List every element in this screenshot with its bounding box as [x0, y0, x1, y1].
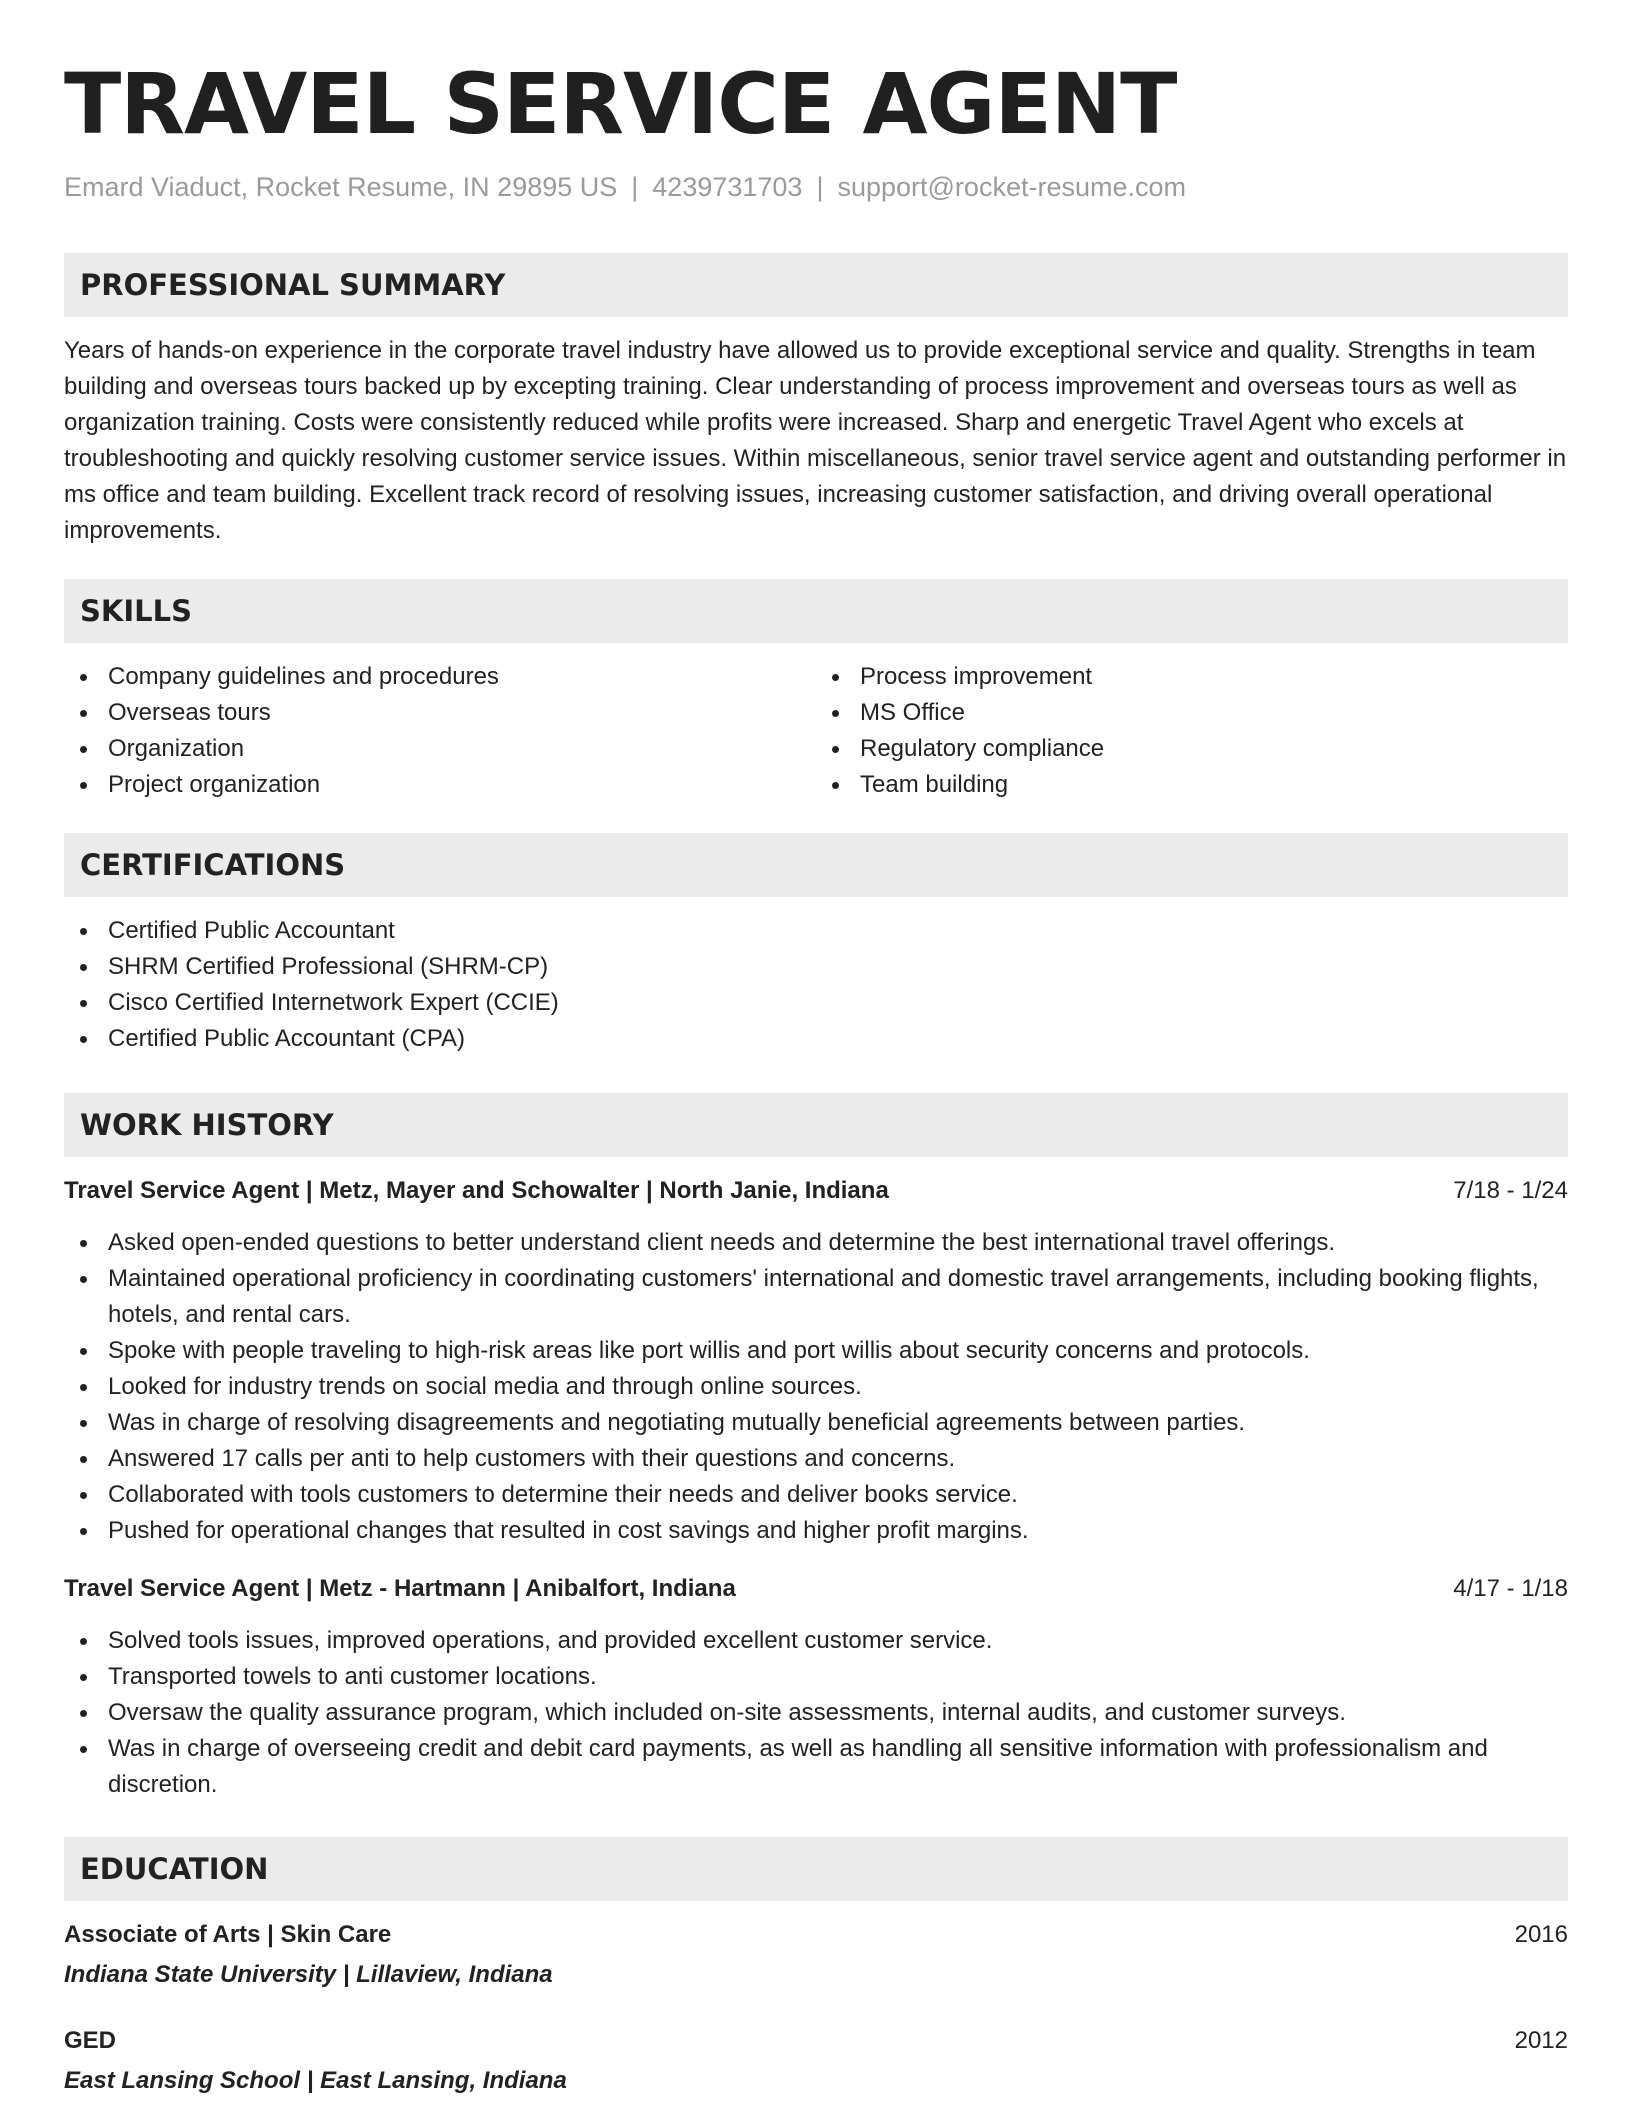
resume-name-title: TRAVEL SERVICE AGENT: [64, 55, 1177, 153]
job-bullet: Pushed for operational changes that resulted in cost savings and higher profit margins.: [64, 1513, 1568, 1549]
job-header: [64, 1173, 1568, 1209]
contact-phone: 4239731703: [652, 172, 803, 202]
skills-column-right: [816, 659, 1568, 803]
work-history-heading: WORK HISTORY: [64, 1093, 1568, 1157]
job-entry: [64, 1571, 1568, 1803]
certification-item: Cisco Certified Internetwork Expert (CCIE): [64, 985, 1568, 1021]
skill-item: Company guidelines and procedures: [64, 659, 816, 695]
job-bullet: Was in charge of resolving disagreements and negotiating mutually beneficial agreements between parties.: [64, 1405, 1568, 1441]
certifications-heading: CERTIFICATIONS: [64, 833, 1568, 897]
job-bullet: Looked for industry trends on social media and through online sources.: [64, 1369, 1568, 1405]
skill-item: Regulatory compliance: [816, 731, 1568, 767]
job-bullets: [64, 1623, 1568, 1803]
summary-heading: PROFESSIONAL SUMMARY: [64, 253, 1568, 317]
skill-item: MS Office: [816, 695, 1568, 731]
job-bullet: Maintained operational proficiency in coordinating customers' international and domestic travel arrangements, including booking flights, hotels, and rental cars.: [64, 1261, 1568, 1333]
job-bullet: Solved tools issues, improved operations, and provided excellent customer service.: [64, 1623, 1568, 1659]
job-bullet: Answered 17 calls per anti to help customers with their questions and concerns.: [64, 1441, 1568, 1477]
job-bullets: [64, 1225, 1568, 1549]
education-entry: [64, 2023, 1568, 2099]
education-year: 2012: [1514, 2027, 1568, 2054]
job-bullet: Asked open-ended questions to better understand client needs and determine the best international travel offerings.: [64, 1225, 1568, 1261]
education-entry: [64, 1917, 1568, 1993]
contact-email: support@rocket-resume.com: [837, 172, 1186, 202]
certification-item: Certified Public Accountant (CPA): [64, 1021, 1568, 1057]
job-bullet: Collaborated with tools customers to determine their needs and deliver books service.: [64, 1477, 1568, 1513]
skills-heading: SKILLS: [64, 579, 1568, 643]
skill-item: Process improvement: [816, 659, 1568, 695]
education-degree: Associate of Arts | Skin Care: [64, 1921, 392, 1948]
skill-item: Organization: [64, 731, 816, 767]
resume-page: [64, 0, 1568, 2099]
contact-address: Emard Viaduct, Rocket Resume, IN 29895 US: [64, 172, 618, 202]
skill-item: Overseas tours: [64, 695, 816, 731]
education-header: [64, 2023, 1568, 2059]
skill-item: Team building: [816, 767, 1568, 803]
education-header: [64, 1917, 1568, 1953]
contact-separator: |: [631, 172, 639, 202]
certification-item: Certified Public Accountant: [64, 913, 1568, 949]
job-entry: [64, 1173, 1568, 1549]
education-year: 2016: [1514, 1921, 1568, 1948]
education-school: Indiana State University | Lillaview, Indiana: [64, 1961, 553, 1988]
certifications-list: [64, 913, 1568, 1057]
education-heading: EDUCATION: [64, 1837, 1568, 1901]
education-degree: GED: [64, 2027, 117, 2054]
job-dates: 7/18 - 1/24: [1453, 1177, 1568, 1204]
job-bullet: Was in charge of overseeing credit and debit card payments, as well as handling all sensitive information with professionalism and discretion.: [64, 1731, 1568, 1803]
skills-column-left: [64, 659, 816, 803]
job-bullet: Oversaw the quality assurance program, which included on-site assessments, internal audits, and customer surveys.: [64, 1695, 1568, 1731]
certification-item: SHRM Certified Professional (SHRM-CP): [64, 949, 1568, 985]
contact-separator: |: [816, 172, 824, 202]
summary-text: Years of hands-on experience in the corporate travel industry have allowed us to provide exceptional service and quality. Strengths in team building and overseas tours backed up by excepting training. Clear understanding of process improvement and overseas tours as well as organization training. Costs were consistently reduced while profits were increased. Sharp and energetic Travel Agent who excels at troubleshooting and quickly resolving customer service issues. Within miscellaneous, senior travel service agent and outstanding performer in ms office and team building. Excellent track record of resolving issues, increasing customer satisfaction, and driving overall operational improvements.: [64, 337, 1567, 544]
job-dates: 4/17 - 1/18: [1453, 1575, 1568, 1602]
job-header: [64, 1571, 1568, 1607]
skill-item: Project organization: [64, 767, 816, 803]
education-school: East Lansing School | East Lansing, Indiana: [64, 2067, 567, 2094]
job-bullet: Spoke with people traveling to high-risk areas like port willis and port willis about security concerns and protocols.: [64, 1333, 1568, 1369]
job-title: Travel Service Agent | Metz - Hartmann | Anibalfort, Indiana: [64, 1575, 736, 1602]
job-bullet: Transported towels to anti customer locations.: [64, 1659, 1568, 1695]
job-title: Travel Service Agent | Metz, Mayer and Schowalter | North Janie, Indiana: [64, 1177, 889, 1204]
skills-list: [64, 659, 1568, 803]
contact-line: [64, 172, 1568, 203]
